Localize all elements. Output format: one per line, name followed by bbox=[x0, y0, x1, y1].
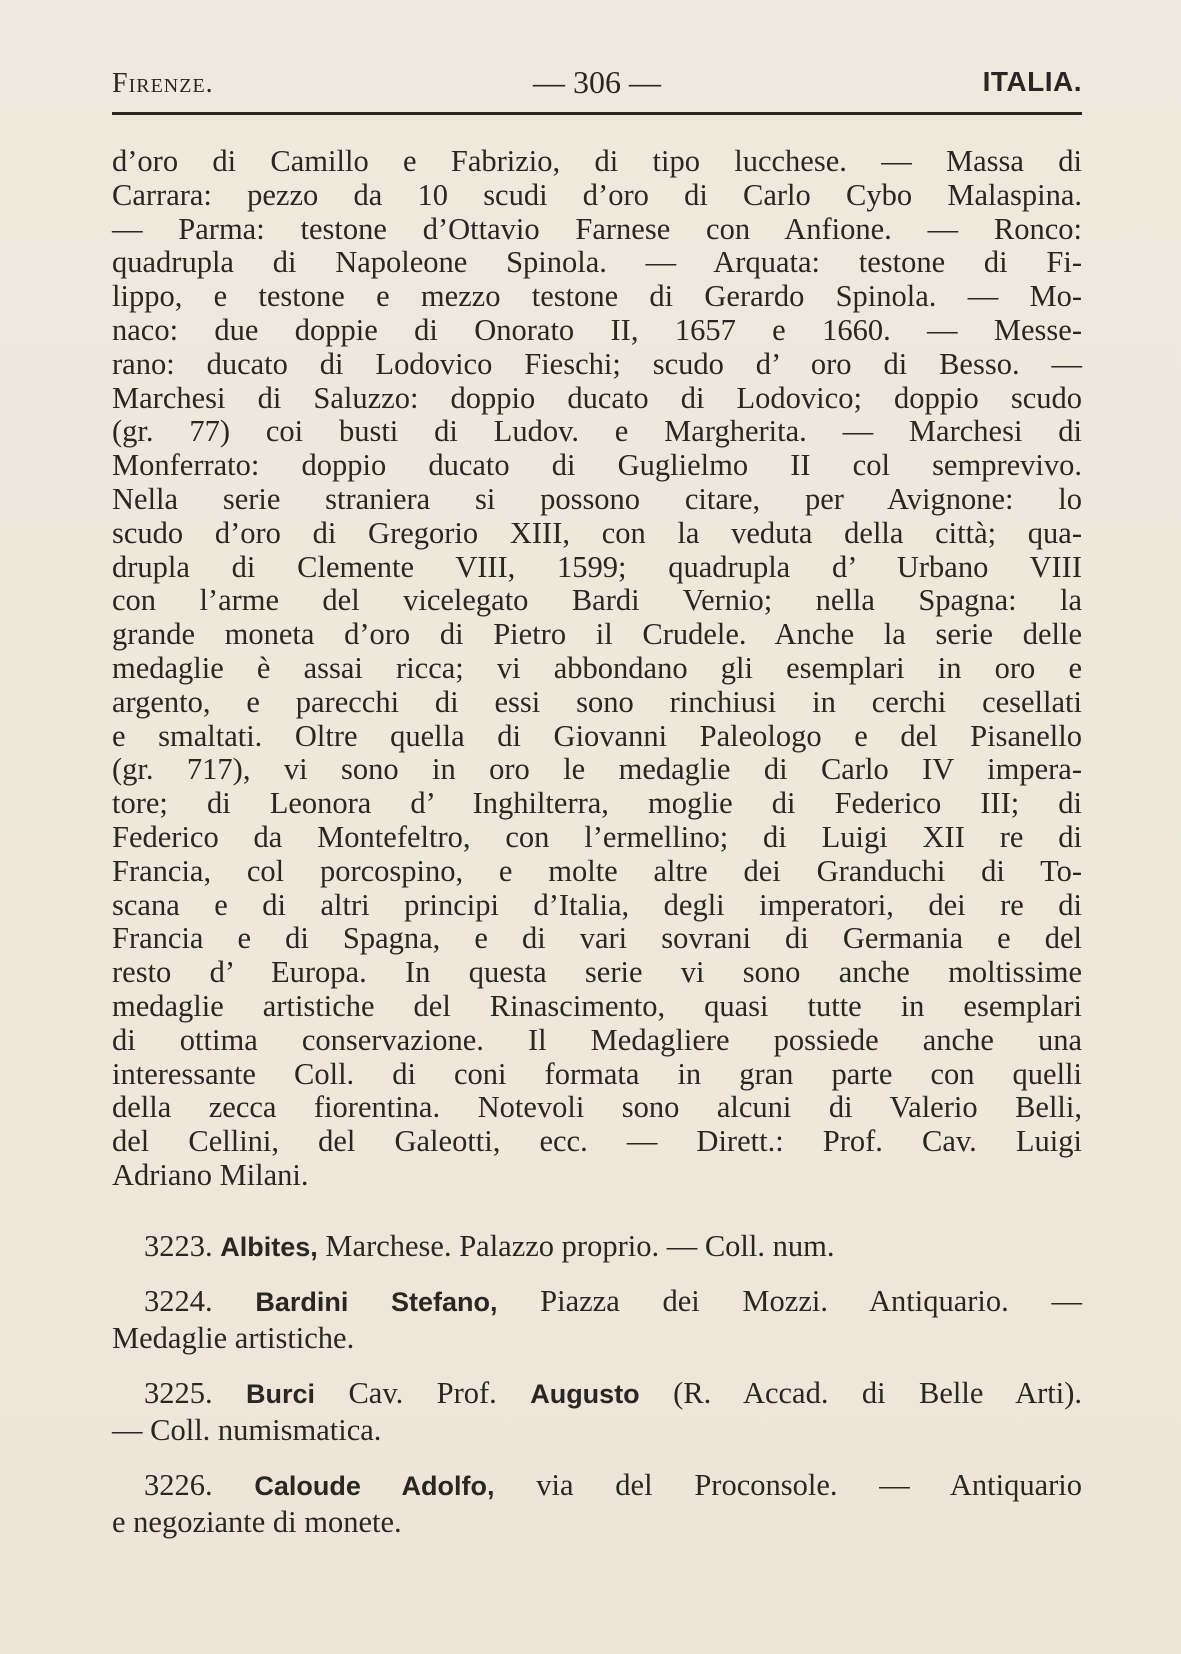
directory-entry-3224 bbox=[112, 1283, 1082, 1356]
text-line: Marchesi di Saluzzo: doppio ducato di Lodovico; doppio scudo bbox=[112, 380, 1082, 415]
text-line: Federico da Montefeltro, con l’ermellino; di Luigi XII re di bbox=[112, 819, 1082, 854]
entry-name: Albites, bbox=[220, 1232, 318, 1262]
text-line: del Cellini, del Galeotti, ecc. — Dirett.: Prof. Cav. Luigi bbox=[112, 1124, 1082, 1159]
entry-continuation: e negoziante di monete. bbox=[112, 1505, 402, 1539]
text-line: lippo, e testone e mezzo testone di Gerardo Spinola. — Mo- bbox=[112, 279, 1082, 314]
entry-description: Cav. Prof. bbox=[315, 1376, 531, 1410]
text-line: Francia, col porcospino, e molte altre dei Granduchi di To- bbox=[112, 853, 1082, 888]
header-rule bbox=[112, 112, 1082, 115]
text-line: con l’arme del vicelegato Bardi Vernio; nella Spagna: la bbox=[112, 583, 1082, 618]
text-line: rano: ducato di Lodovico Fieschi; scudo d’ oro di Besso. — bbox=[112, 346, 1082, 381]
text-line: quadrupla di Napoleone Spinola. — Arquata: testone di Fi- bbox=[112, 245, 1082, 280]
directory-entry-3225 bbox=[112, 1375, 1082, 1448]
page-number: — 306 — bbox=[533, 64, 661, 100]
directory-entry-3226 bbox=[112, 1467, 1082, 1540]
text-line: — Parma: testone d’Ottavio Farnese con Anfione. — Ronco: bbox=[112, 211, 1082, 246]
text-line: d’oro di Camillo e Fabrizio, di tipo lucchese. — Massa di bbox=[112, 144, 1082, 178]
entry-description: Marchese. Palazzo proprio. — Coll. num. bbox=[317, 1229, 835, 1263]
text-line: scana e di altri principi d’Italia, degli imperatori, dei re di bbox=[112, 887, 1082, 922]
text-line: medaglie è assai ricca; vi abbondano gli esemplari in oro e bbox=[112, 650, 1082, 685]
text-line: Adriano Milani. bbox=[112, 1157, 309, 1192]
text-line: scudo d’oro di Gregorio XIII, con la veduta della città; qua- bbox=[112, 515, 1082, 550]
text-line: (gr. 77) coi busti di Ludov. e Margherita. — Marchesi di bbox=[112, 414, 1082, 449]
running-head-city: Firenze. bbox=[112, 68, 214, 99]
text-line: grande moneta d’oro di Pietro il Crudele. Anche la serie delle bbox=[112, 617, 1082, 652]
text-line: di ottima conservazione. Il Medagliere possiede anche una bbox=[112, 1022, 1082, 1057]
text-line: (gr. 717), vi sono in oro le medaglie di Carlo IV impera- bbox=[112, 752, 1082, 787]
entry-number: 3223. bbox=[144, 1229, 213, 1263]
entry-number: 3225. bbox=[144, 1376, 213, 1410]
text-line: Monferrato: doppio ducato di Guglielmo II col semprevivo. bbox=[112, 448, 1082, 483]
text-line: naco: due doppie di Onorato II, 1657 e 1660. — Messe- bbox=[112, 312, 1082, 347]
text-line: della zecca fiorentina. Notevoli sono alcuni di Valerio Belli, bbox=[112, 1090, 1082, 1125]
directory-entry-3223 bbox=[112, 1228, 1082, 1265]
text-line: interessante Coll. di coni formata in gran parte con quelli bbox=[112, 1056, 1082, 1091]
entry-name: Bardini Stefano, bbox=[255, 1287, 498, 1317]
entry-name-given: Augusto bbox=[530, 1379, 640, 1409]
main-paragraph bbox=[112, 145, 1082, 1193]
entry-description: Piazza dei Mozzi. Antiquario. — bbox=[497, 1284, 1082, 1318]
entry-continuation: — Coll. numismatica. bbox=[112, 1413, 382, 1447]
entry-name: Caloude Adolfo, bbox=[254, 1471, 495, 1501]
entry-description-tail: (R. Accad. di Belle Arti). bbox=[639, 1376, 1082, 1410]
entry-continuation: Medaglie artistiche. bbox=[112, 1321, 355, 1355]
entry-description: via del Proconsole. — Antiquario bbox=[494, 1468, 1082, 1502]
text-line: medaglie artistiche del Rinascimento, quasi tutte in esemplari bbox=[112, 988, 1082, 1023]
text-line: Francia e di Spagna, e di vari sovrani di Germania e del bbox=[112, 921, 1082, 956]
text-line: drupla di Clemente VIII, 1599; quadrupla d’ Urbano VIII bbox=[112, 549, 1082, 584]
text-line: tore; di Leonora d’ Inghilterra, moglie di Federico III; di bbox=[112, 786, 1082, 821]
running-head-country: ITALIA. bbox=[982, 66, 1082, 97]
entry-number: 3224. bbox=[144, 1284, 213, 1318]
text-line: argento, e parecchi di essi sono rinchiusi in cerchi cesellati bbox=[112, 684, 1082, 719]
text-line: resto d’ Europa. In questa serie vi sono anche moltissime bbox=[112, 955, 1082, 990]
page-header bbox=[112, 62, 1082, 112]
text-line: Nella serie straniera si possono citare, per Avignone: lo bbox=[112, 481, 1082, 516]
entry-name: Burci bbox=[246, 1379, 316, 1409]
entry-number: 3226. bbox=[144, 1468, 213, 1502]
text-line: e smaltati. Oltre quella di Giovanni Paleologo e del Pisanello bbox=[112, 718, 1082, 753]
text-line: Carrara: pezzo da 10 scudi d’oro di Carlo Cybo Malaspina. bbox=[112, 177, 1082, 212]
